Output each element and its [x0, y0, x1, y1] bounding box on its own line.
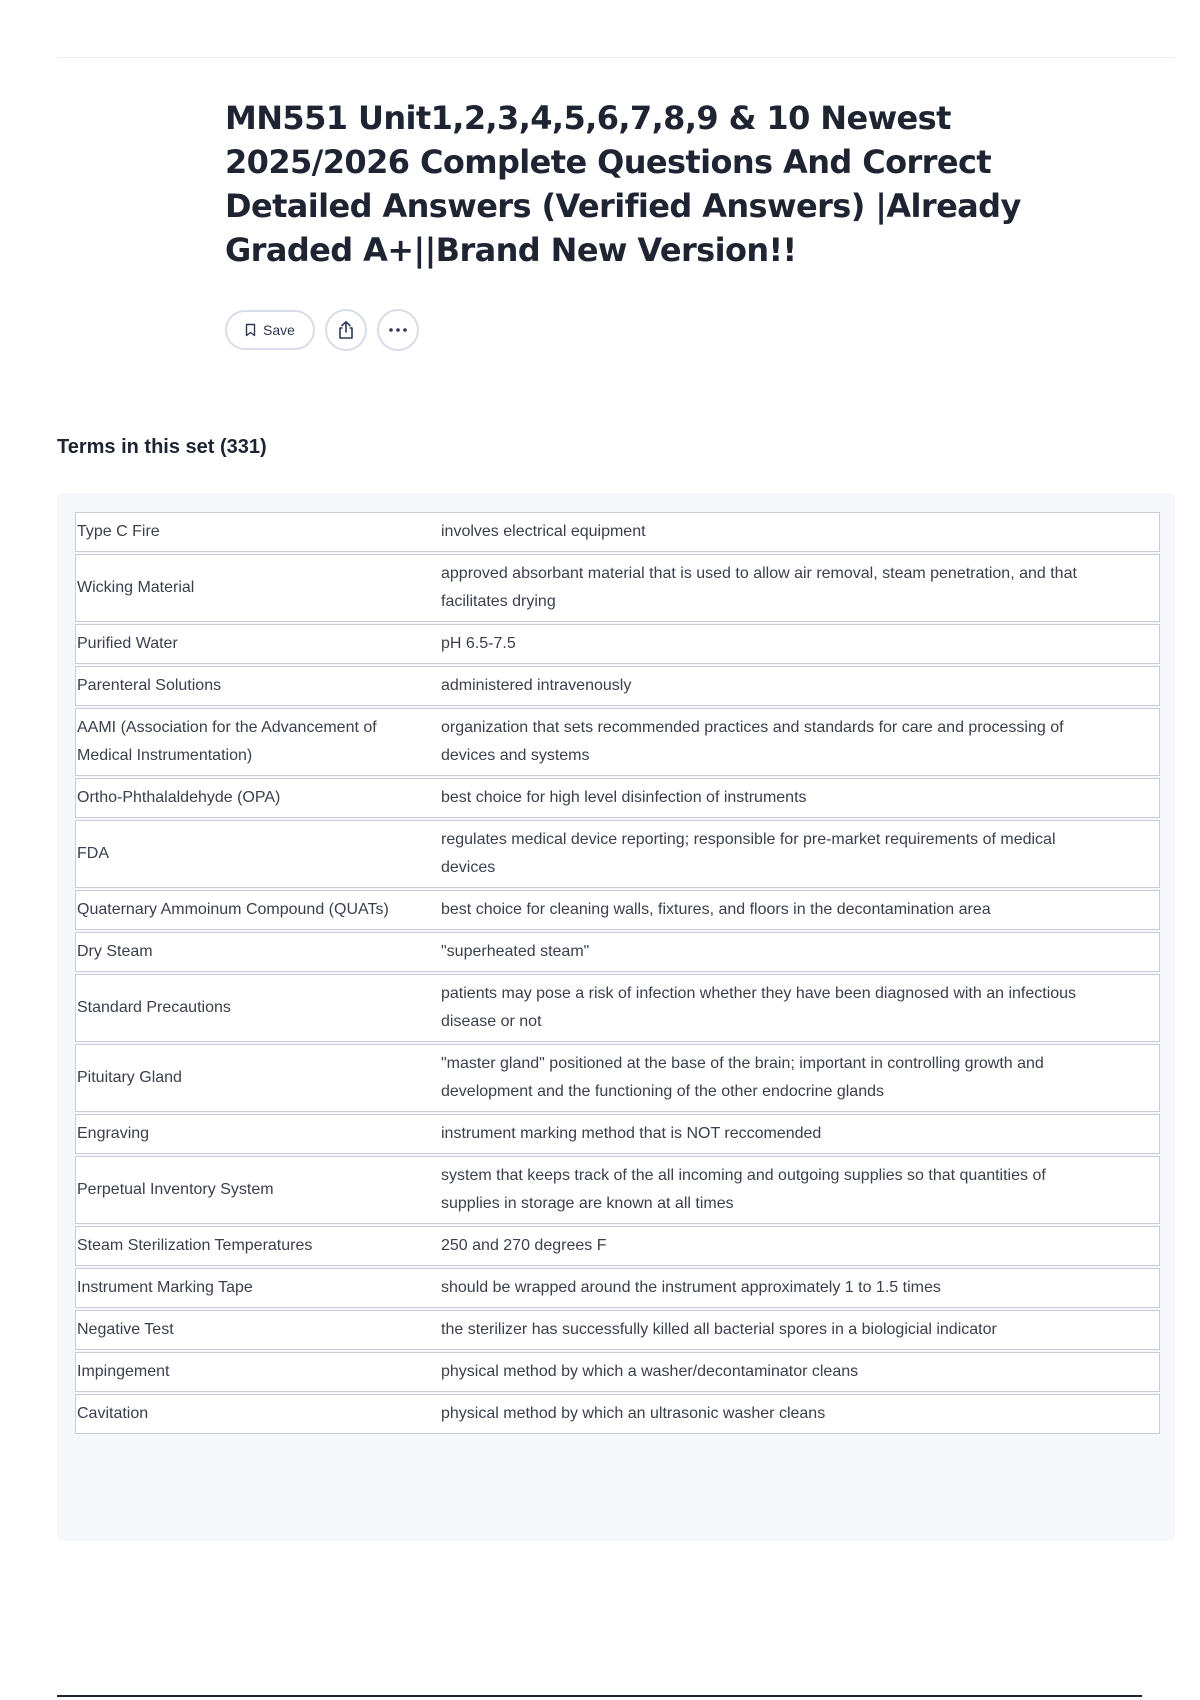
top-divider: [57, 57, 1175, 58]
action-bar: [225, 309, 419, 351]
term-cell: Purified Water: [75, 624, 413, 664]
definition-cell: 250 and 270 degrees F: [413, 1226, 1160, 1266]
share-button[interactable]: [325, 309, 367, 351]
term-cell: Cavitation: [75, 1394, 413, 1434]
term-cell: Ortho-Phthalaldehyde (OPA): [75, 778, 413, 818]
terms-heading: Terms in this set (331): [57, 436, 267, 458]
definition-cell: administered intravenously: [413, 666, 1160, 706]
bottom-divider: [57, 1695, 1142, 1697]
term-cell: Dry Steam: [75, 932, 413, 972]
term-cell: Engraving: [75, 1114, 413, 1154]
term-cell: Perpetual Inventory System: [75, 1156, 413, 1224]
bookmark-icon: [245, 323, 256, 337]
table-row: [75, 1044, 1160, 1112]
term-cell: Impingement: [75, 1352, 413, 1392]
definition-cell: patients may pose a risk of infection whether they have been diagnosed with an infectious disease or not: [413, 974, 1160, 1042]
table-row: [75, 1156, 1160, 1224]
table-row: [75, 1310, 1160, 1350]
table-row: [75, 624, 1160, 664]
term-cell: Negative Test: [75, 1310, 413, 1350]
table-row: [75, 666, 1160, 706]
definition-cell: physical method by which a washer/decontaminator cleans: [413, 1352, 1160, 1392]
table-row: [75, 890, 1160, 930]
table-row: [75, 778, 1160, 818]
definition-cell: physical method by which an ultrasonic washer cleans: [413, 1394, 1160, 1434]
definition-cell: system that keeps track of the all incoming and outgoing supplies so that quantities of supplies in storage are known at all times: [413, 1156, 1160, 1224]
definition-cell: pH 6.5-7.5: [413, 624, 1160, 664]
more-options-button[interactable]: [377, 309, 419, 351]
save-button-label: Save: [263, 322, 295, 338]
terms-table: [75, 510, 1160, 1436]
definition-cell: best choice for cleaning walls, fixtures, and floors in the decontamination area: [413, 890, 1160, 930]
table-row: [75, 1268, 1160, 1308]
table-row: [75, 512, 1160, 552]
table-row: [75, 932, 1160, 972]
definition-cell: involves electrical equipment: [413, 512, 1160, 552]
definition-cell: best choice for high level disinfection of instruments: [413, 778, 1160, 818]
save-button[interactable]: [225, 310, 315, 350]
definition-cell: organization that sets recommended practices and standards for care and processing of devices and systems: [413, 708, 1160, 776]
term-cell: Wicking Material: [75, 554, 413, 622]
table-row: [75, 820, 1160, 888]
definition-cell: "superheated steam": [413, 932, 1160, 972]
share-icon: [337, 320, 355, 340]
definition-cell: the sterilizer has successfully killed all bacterial spores in a biologicial indicator: [413, 1310, 1160, 1350]
term-cell: Quaternary Ammoinum Compound (QUATs): [75, 890, 413, 930]
page-title: MN551 Unit1,2,3,4,5,6,7,8,9 & 10 Newest 2025/2026 Complete Questions And Correct Detailed Answers (Verified Answers) |Already Graded A+||Brand New Version!!: [225, 99, 1021, 269]
term-cell: FDA: [75, 820, 413, 888]
definition-cell: instrument marking method that is NOT reccomended: [413, 1114, 1160, 1154]
definition-cell: should be wrapped around the instrument approximately 1 to 1.5 times: [413, 1268, 1160, 1308]
term-cell: Steam Sterilization Temperatures: [75, 1226, 413, 1266]
term-cell: Parenteral Solutions: [75, 666, 413, 706]
table-row: [75, 974, 1160, 1042]
term-cell: Pituitary Gland: [75, 1044, 413, 1112]
table-row: [75, 1226, 1160, 1266]
term-cell: Instrument Marking Tape: [75, 1268, 413, 1308]
term-cell: Type C Fire: [75, 512, 413, 552]
definition-cell: approved absorbant material that is used to allow air removal, steam penetration, and that facilitates drying: [413, 554, 1160, 622]
table-row: [75, 1114, 1160, 1154]
table-row: [75, 554, 1160, 622]
more-icon: [388, 327, 408, 333]
term-cell: AAMI (Association for the Advancement of Medical Instrumentation): [75, 708, 413, 776]
table-row: [75, 1394, 1160, 1434]
table-row: [75, 708, 1160, 776]
definition-cell: regulates medical device reporting; responsible for pre-market requirements of medical devices: [413, 820, 1160, 888]
table-row: [75, 1352, 1160, 1392]
term-cell: Standard Precautions: [75, 974, 413, 1042]
definition-cell: "master gland" positioned at the base of the brain; important in controlling growth and development and the functioning of the other endocrine glands: [413, 1044, 1160, 1112]
